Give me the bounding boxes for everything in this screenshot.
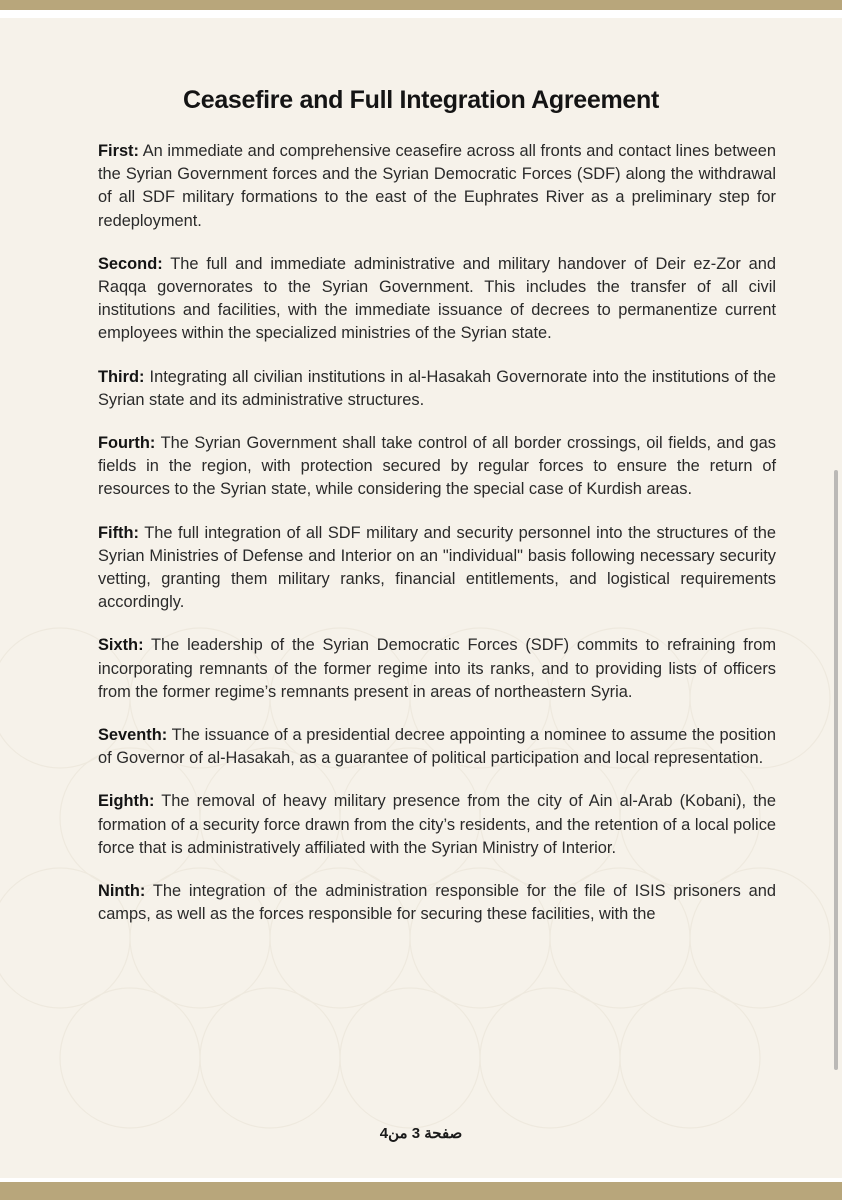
clause-label: Fourth: [98, 434, 156, 453]
page-number-footer: صفحة 3 من4 [379, 1125, 463, 1142]
clause-second [98, 253, 776, 346]
clause-text: The issuance of a presidential decree appointing a nominee to assume the position of Governor of al-Hasakah, as a guarantee of political participation and local representation. [98, 726, 776, 768]
clause-label: Second: [98, 254, 163, 273]
clause-ninth [98, 880, 776, 926]
clause-label: Third: [98, 367, 145, 386]
clause-text: The integration of the administration responsible for the file of ISIS prisoners and camps, as well as the forces responsible for securing these facilities, with the [98, 882, 776, 924]
clause-fifth [98, 522, 776, 615]
clause-label: First: [98, 142, 139, 160]
clause-label: Seventh: [98, 726, 168, 745]
clause-text: The full integration of all SDF military and security personnel into the structures of the Syrian Ministries of Defense and Interior on an "individual" basis following necessary security vetting, granting them military ranks, financial entitlements, and logistical requirements accordingly. [98, 523, 776, 612]
clause-text: The full and immediate administrative and military handover of Deir ez-Zor and Raqqa governorates to the Syrian Government. This includes the transfer of all civil institutions and facilities, with the immediate issuance of decrees to permanentize current employees within the specialized ministries of the Syrian state. [98, 254, 776, 343]
document-title: Ceasefire and Full Integration Agreement [182, 86, 660, 114]
clause-seventh [98, 724, 776, 770]
bottom-border-band [0, 1182, 842, 1200]
clause-text: The Syrian Government shall take control of all border crossings, oil fields, and gas fields in the region, with protection secured by regular forces to ensure the return of resources to the Syrian state, while considering the special case of Kurdish areas. [98, 434, 776, 499]
scrollbar-thumb[interactable] [834, 470, 838, 1070]
clause-eighth [98, 790, 776, 860]
clause-text: The leadership of the Syrian Democratic Forces (SDF) commits to refraining from incorporating remnants of the former regime into its ranks, and to providing lists of officers from the former regime’s remnants present in areas of northeastern Syria. [98, 636, 776, 701]
clause-third [98, 366, 776, 412]
top-border-band [0, 0, 842, 10]
clause-text: The removal of heavy military presence from the city of Ain al-Arab (Kobani), the formation of a security force drawn from the city’s residents, and the retention of a local police force that is administratively affiliated with the Syrian Ministry of Interior. [98, 792, 776, 857]
clause-first [98, 140, 776, 233]
clause-label: Fifth: [98, 523, 139, 542]
clause-label: Ninth: [98, 882, 146, 901]
clause-fourth [98, 432, 776, 502]
clause-text: An immediate and comprehensive ceasefire across all fronts and contact lines between the Syrian Government forces and the Syrian Democratic Forces (SDF) along the withdrawal of all SDF military formations to the east of the Euphrates River as a preliminary step for redeployment. [98, 142, 776, 230]
top-border-gap [0, 10, 842, 18]
document-body [98, 140, 776, 946]
clause-text: Integrating all civilian institutions in al-Hasakah Governorate into the institutions of the Syrian state and its administrative structures. [98, 367, 776, 409]
clause-label: Sixth: [98, 636, 144, 655]
clause-sixth [98, 634, 776, 704]
clause-label: Eighth: [98, 792, 155, 811]
